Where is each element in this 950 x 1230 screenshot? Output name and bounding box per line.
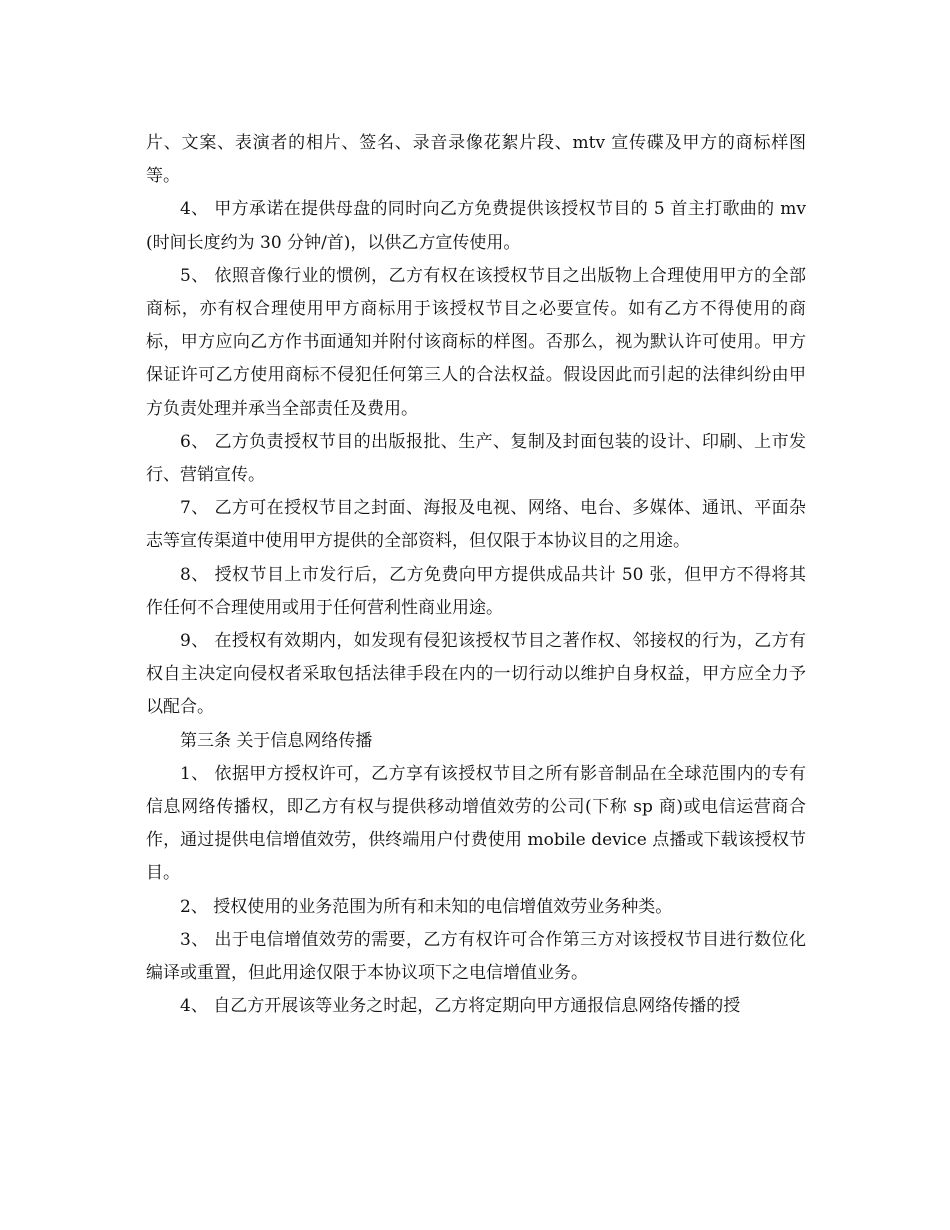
paragraph-clause-4: 4、 甲方承诺在提供母盘的同时向乙方免费提供该授权节目的 5 首主打歌曲的 mv(时间长度约为 30 分钟/首)，以供乙方宣传使用。 <box>146 199 806 253</box>
paragraph-clause-9: 9、 在授权有效期内，如发现有侵犯该授权节目之著作权、邻接权的行为，乙方有权自主决定向侵权者采取包括法律手段在内的一切行动以维护自身权益，甲方应全力予以配合。 <box>146 631 806 718</box>
section-heading-article-3: 第三条 关于信息网络传播 <box>180 730 373 751</box>
document-body <box>146 127 806 1023</box>
paragraph-article-3-clause-1: 1、 依据甲方授权许可，乙方享有该授权节目之所有影音制品在全球范围内的专有信息网络传播权，即乙方有权与提供移动增值效劳的公司(下称 sp 商)或电信运营商合作，通过提供电信增值效劳，供终端用户付费使用 mobile device 点播或下载该授权节目。 <box>146 763 806 884</box>
paragraph-clause-8: 8、 授权节目上市发行后，乙方免费向甲方提供成品共计 50 张，但甲方不得将其作任何不合理使用或用于任何营利性商业用途。 <box>146 564 806 618</box>
paragraph-article-3-clause-4: 4、 自乙方开展该等业务之时起，乙方将定期向甲方通报信息网络传播的授 <box>180 996 741 1017</box>
paragraph-article-3-clause-2: 2、 授权使用的业务范围为所有和未知的电信增值效劳业务种类。 <box>180 896 673 917</box>
paragraph-clause-6: 6、 乙方负责授权节目的出版报批、生产、复制及封面包装的设计、印刷、上市发行、营销宣传。 <box>146 431 806 486</box>
paragraph-clause-5: 5、 依照音像行业的惯例，乙方有权在该授权节目之出版物上合理使用甲方的全部商标，亦有权合理使用甲方商标用于该授权节目之必要宣传。如有乙方不得使用的商标，甲方应向乙方作书面通知并附付该商标的样图。否那么，视为默认许可使用。甲方保证许可乙方使用商标不侵犯任何第三人的合法权益。假设因此而引起的法律纠纷由甲方负责处理并承当全部责任及费用。 <box>146 265 806 419</box>
paragraph-clause-7: 7、 乙方可在授权节目之封面、海报及电视、网络、电台、多媒体、通讯、平面杂志等宣传渠道中使用甲方提供的全部资料，但仅限于本协议目的之用途。 <box>146 498 806 552</box>
paragraph-continuation: 片、文案、表演者的相片、签名、录音录像花絮片段、mtv 宣传碟及甲方的商标样图等。 <box>146 133 806 187</box>
paragraph-article-3-clause-3: 3、 出于电信增值效劳的需要，乙方有权许可合作第三方对该授权节目进行数位化编译或重置，但此用途仅限于本协议项下之电信增值业务。 <box>146 929 806 984</box>
